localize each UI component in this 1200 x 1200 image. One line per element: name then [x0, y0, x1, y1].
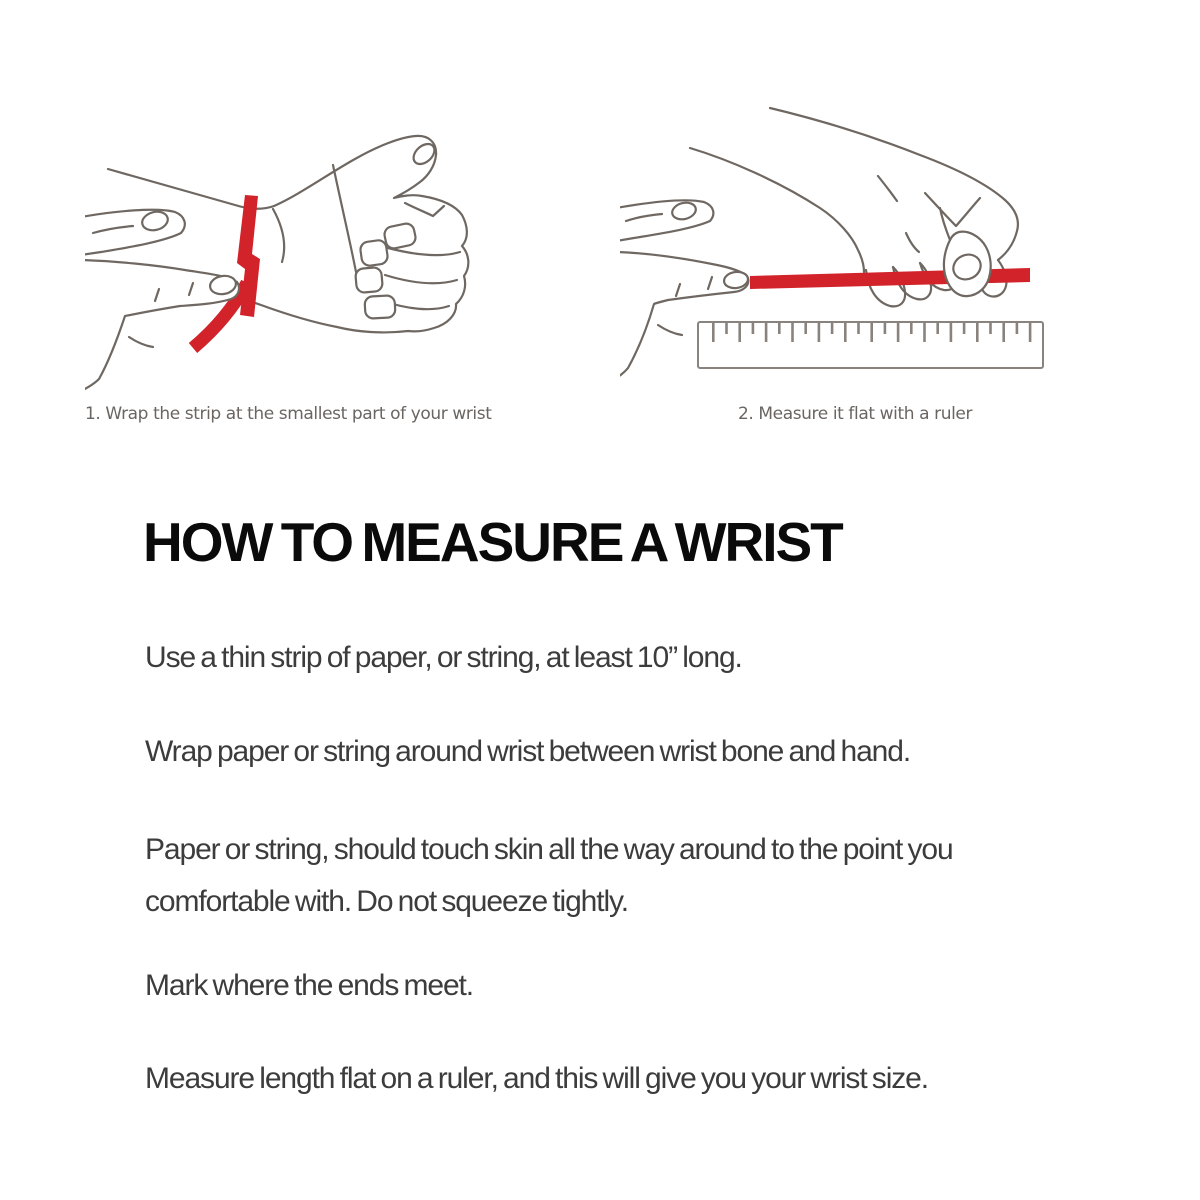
- instruction-line: Paper or string, should touch skin all the way around to the point you: [145, 833, 953, 866]
- red-strip: [193, 195, 260, 348]
- instruction-paragraph: [145, 1053, 928, 1105]
- wrist-wrap-illustration-icon: [85, 105, 485, 395]
- holding-hand: [85, 209, 239, 391]
- instruction-line: Mark where the ends meet.: [145, 969, 474, 1002]
- instruction-line: Wrap paper or string around wrist between wrist bone and hand.: [145, 735, 911, 768]
- fingernail: [383, 222, 417, 250]
- instruction-line: Use a thin strip of paper, or string, at least 10” long.: [145, 641, 742, 674]
- step1-caption: 1. Wrap the strip at the smallest part of your wrist: [85, 404, 492, 424]
- instruction-line: Measure length flat on a ruler, and this will give you your wrist size.: [145, 1062, 928, 1095]
- fingernail: [355, 267, 383, 293]
- step2-figure: [620, 90, 1060, 390]
- ruler: [698, 322, 1043, 368]
- fingernail: [359, 239, 388, 266]
- ruler-measure-illustration-icon: [620, 90, 1060, 390]
- instruction-line: comfortable with. Do not squeeze tightly.: [145, 885, 628, 918]
- instruction-paragraph: [145, 824, 953, 928]
- thumb-over-strip: [940, 208, 991, 296]
- page-title: HOW TO MEASURE A WRIST: [143, 511, 842, 573]
- instruction-paragraph: [145, 960, 473, 1012]
- instruction-paragraph: [145, 726, 910, 778]
- instruction-paragraph: [145, 632, 742, 684]
- fingernail: [364, 295, 395, 319]
- step2-caption: 2. Measure it flat with a ruler: [737, 404, 973, 424]
- step1-figure: [85, 105, 485, 395]
